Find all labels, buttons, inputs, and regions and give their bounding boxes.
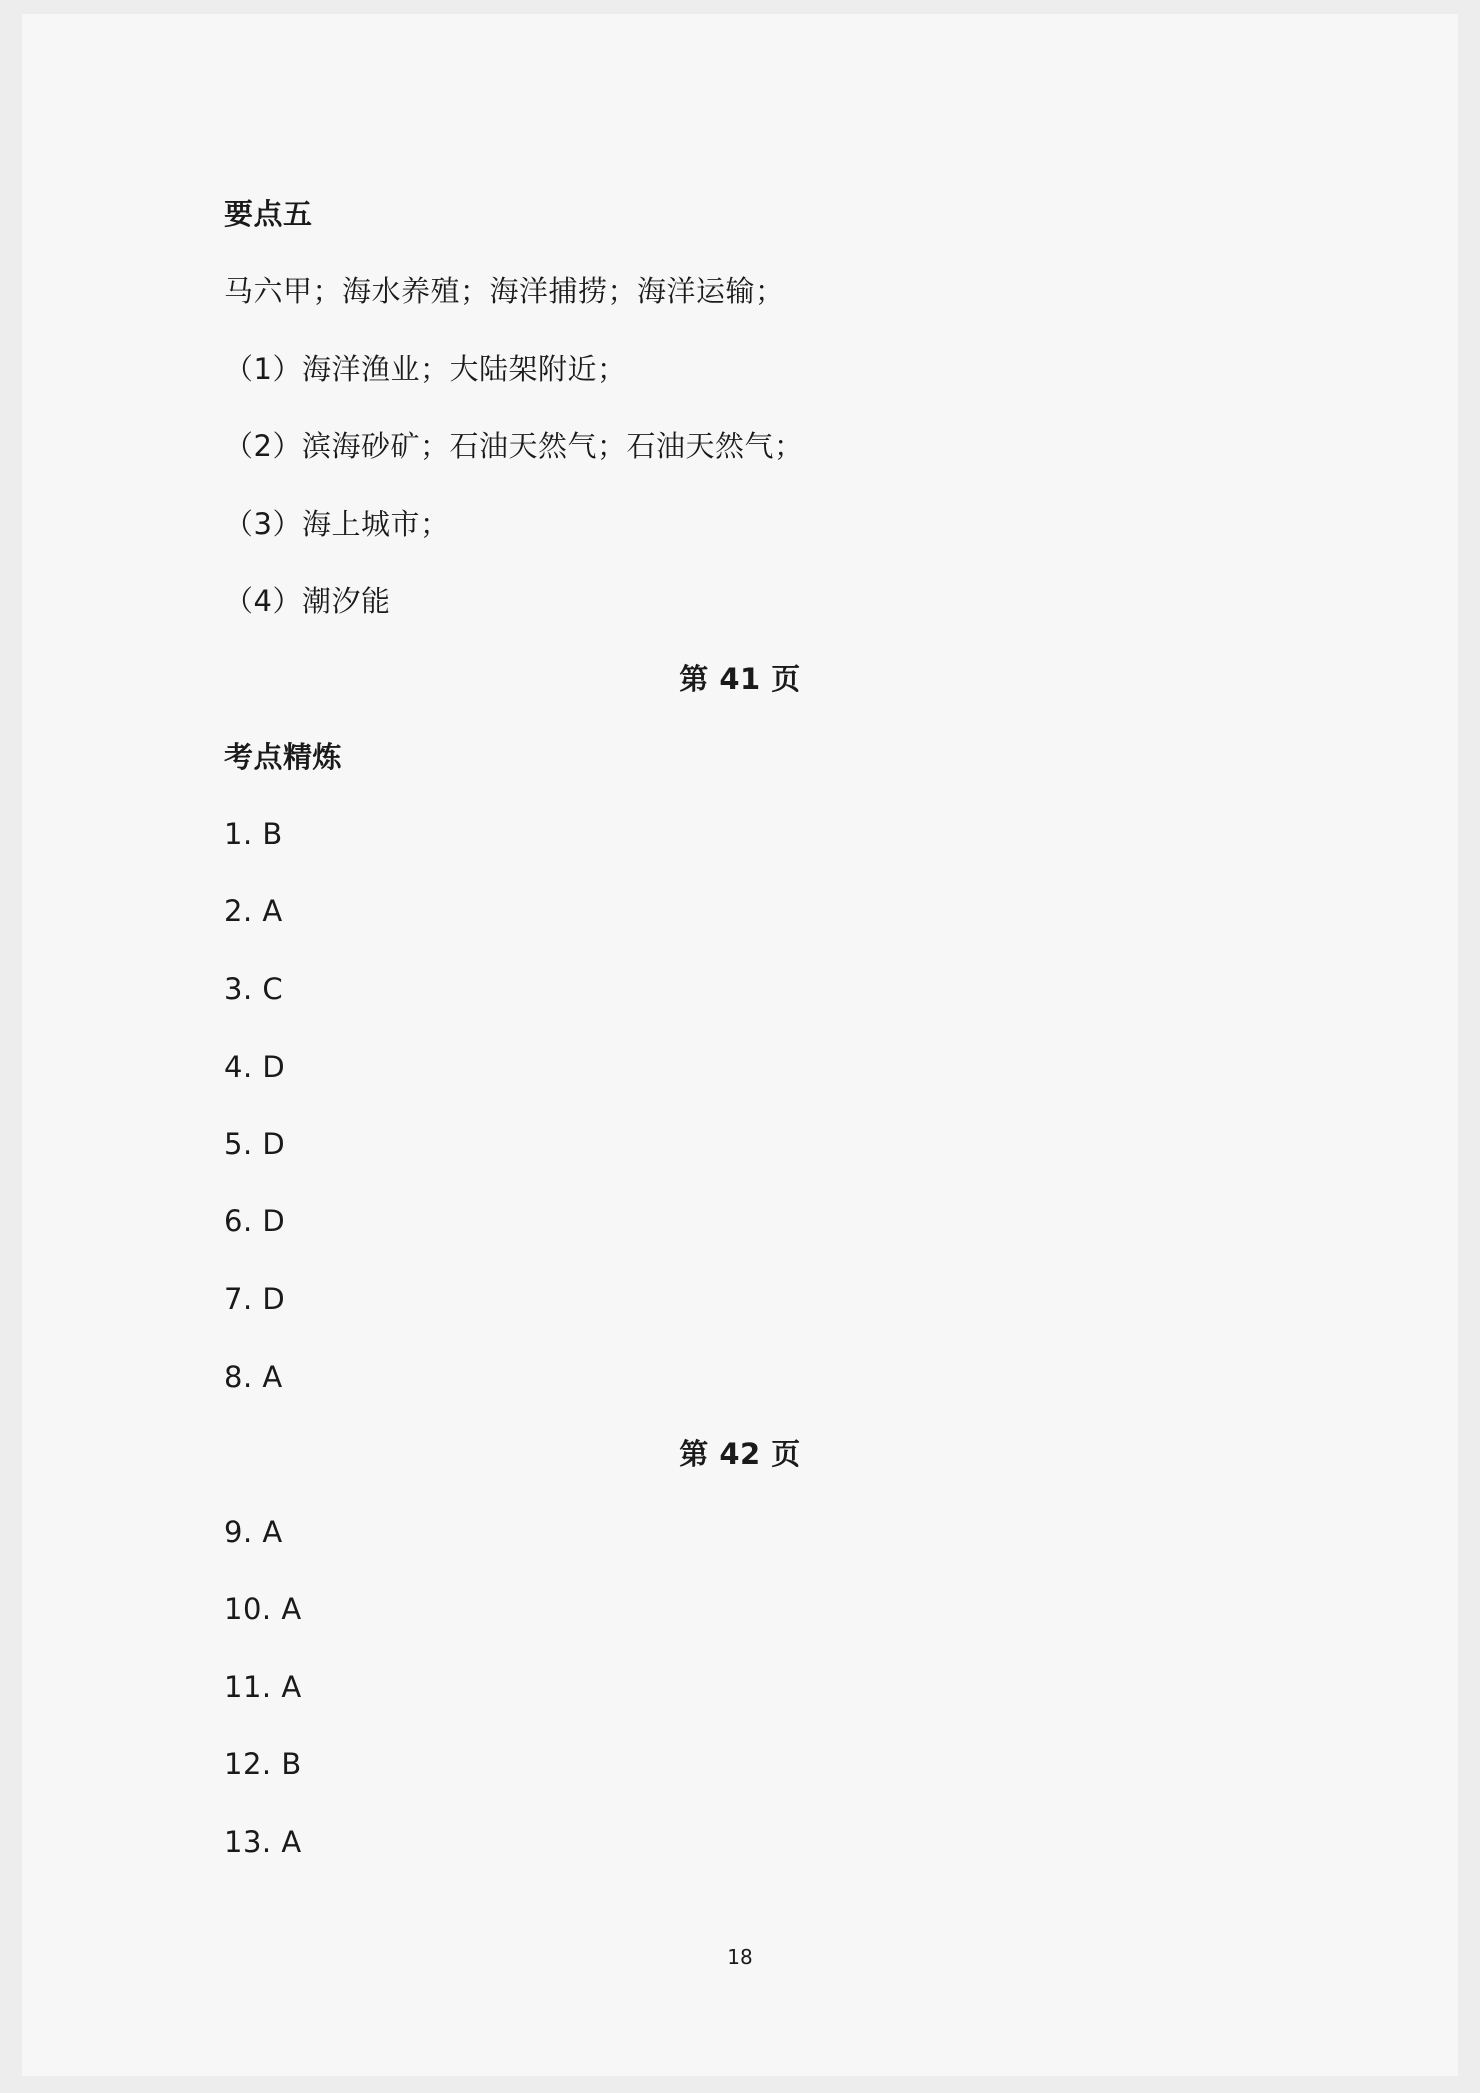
answer-item: 3. C [224, 972, 284, 1006]
answer-item: 13. A [224, 1825, 302, 1859]
page-marker-42: 第 42 页 [679, 1437, 801, 1471]
answer-line: （1）海洋渔业；大陆架附近； [224, 352, 627, 386]
answer-item: 4. D [224, 1050, 286, 1084]
answer-item: 2. A [224, 894, 283, 928]
answer-line: （2）滨海砂矿；石油天然气；石油天然气； [224, 429, 804, 463]
answer-item: 1. B [224, 817, 283, 851]
answer-item: 12. B [224, 1747, 302, 1781]
page-number: 18 [727, 1945, 753, 1969]
answer-item: 6. D [224, 1204, 286, 1238]
answer-item: 7. D [224, 1282, 286, 1316]
page-marker-41: 第 41 页 [679, 662, 801, 696]
answer-line: 马六甲；海水养殖；海洋捕捞；海洋运输； [224, 274, 785, 308]
answer-item: 8. A [224, 1360, 283, 1394]
section-heading: 考点精炼 [224, 740, 343, 774]
answer-line: （3）海上城市； [224, 507, 450, 541]
answer-item: 10. A [224, 1592, 302, 1626]
section-heading: 要点五 [224, 197, 313, 231]
answer-item: 5. D [224, 1127, 286, 1161]
answer-item: 9. A [224, 1515, 283, 1549]
answer-item: 11. A [224, 1670, 302, 1704]
answer-line: （4）潮汐能 [224, 584, 391, 618]
